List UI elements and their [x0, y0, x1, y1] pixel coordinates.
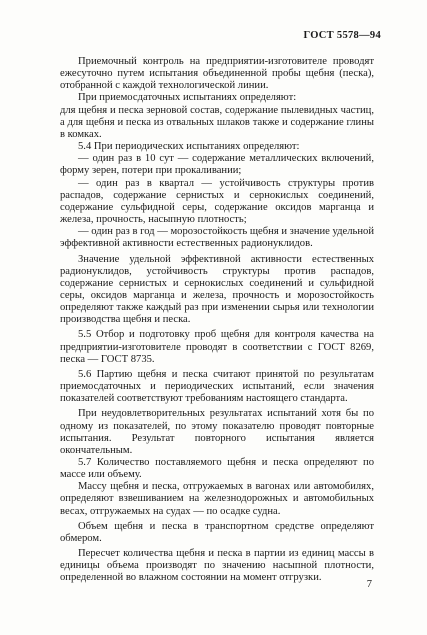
- page-number: 7: [366, 579, 372, 590]
- document-body: [60, 56, 374, 585]
- standard-code-header: ГОСТ 5578—94: [303, 30, 381, 41]
- paragraph-5-6: 5.6 Партию щебня и песка считают принятой по результатам приемосдаточных и периодических испытаний, если значения показателей соответствуют требованиям настоящего стандарта.: [60, 368, 374, 405]
- paragraph-recalculation: Пересчет количества щебня и песка в партии из единиц массы в единицы объема производят по значению насыпной плотности, определенной во влажном состоянии на момент отгрузки.: [60, 548, 374, 584]
- list-item-every-10-days: — один раз в 10 сут — содержание металлических включений, форму зерен, потери при прокаливании;: [60, 153, 374, 177]
- paragraph-volume-measurement: Объем щебня и песка в транспортном средстве определяют обмером.: [60, 520, 374, 544]
- list-item-quarterly: — один раз в квартал — устойчивость структуры против распадов, содержание сернистых и сернокислых соединений, содержание сульфидной серы, содержание оксидов марганца и железа, прочность, насыпную плотность;: [60, 177, 374, 226]
- paragraph-acceptance-tests-intro: При приемосдаточных испытаниях определяют:: [78, 92, 297, 104]
- paragraph-acceptance-tests-list: для щебня и песка зерновой состав, содержание пылевидных частиц, а для щебня и песка из отвальных шлаков также и содержание глины в комках.: [60, 104, 374, 140]
- paragraph-radionuclides: Значение удельной эффективной активности естественных радионуклидов, устойчивость структуры против распадов, содержание сернистых и сернокислых соединений и сульфидной серы, оксидов марганца и железа, прочность и морозостойкость определяют также каждый раз при изменении сырья или технологии производства щебня и песка.: [60, 253, 374, 326]
- paragraph-acceptance-control: Приемочный контроль на предприятии-изготовителе проводят ежесуточно путем испытания объединенной пробы щебня (песка), отобранной с каждой технологической линии.: [60, 56, 374, 92]
- paragraph-5-7: 5.7 Количество поставляемого щебня и песка определяют по массе или объему.: [60, 457, 374, 481]
- paragraph-5-4: 5.4 При периодических испытаниях определяют:: [78, 141, 300, 153]
- paragraph-retest: При неудовлетворительных результатах испытаний хотя бы по одному из показателей, по этому показателю проводят повторные испытания. Результат повторного испытания является окончательным.: [60, 408, 374, 456]
- paragraph-5-5: 5.5 Отбор и подготовку проб щебня для контроля качества на предприятии-изготовителе проводят в соответствии с ГОСТ 8269, песка — ГОСТ 8735.: [60, 329, 374, 365]
- list-item-yearly: — один раз в год — морозостойкость щебня и значение удельной эффективной активности естественных радионуклидов.: [60, 226, 374, 250]
- paragraph-weighing: Массу щебня и песка, отгружаемых в вагонах или автомобилях, определяют взвешиванием на железнодорожных и автомобильных весах, отгружаемых на судах — по осадке судна.: [60, 481, 374, 517]
